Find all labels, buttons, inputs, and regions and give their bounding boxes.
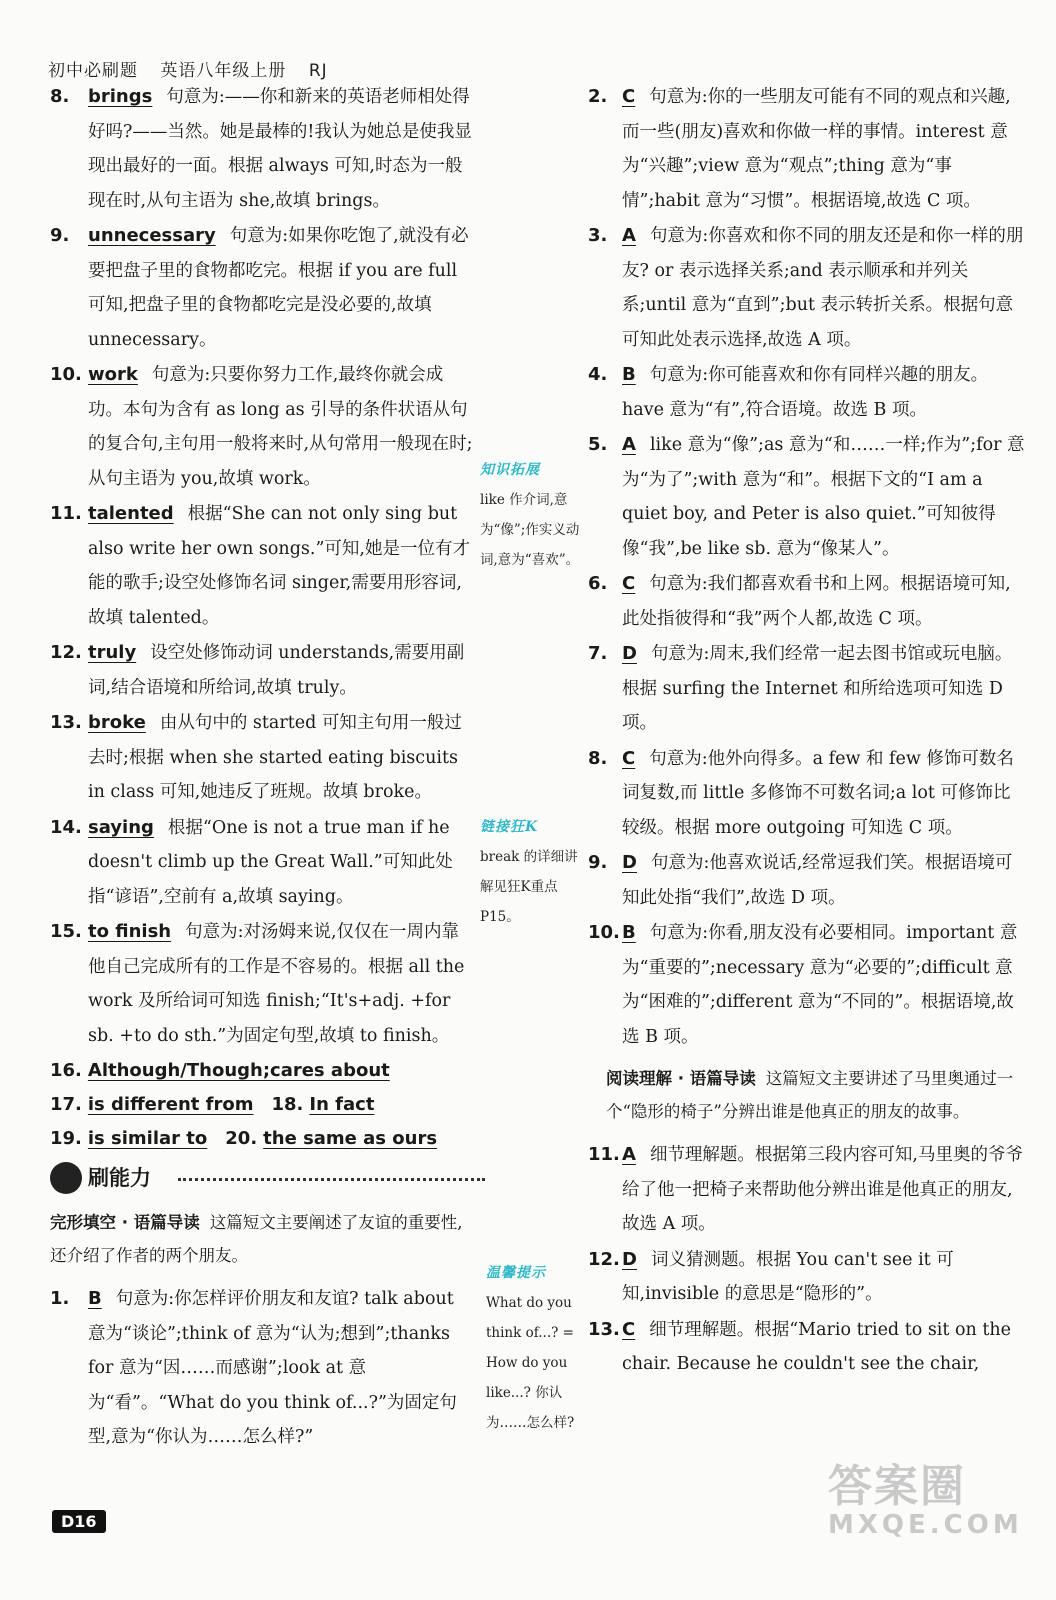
- cloze-guide-text: 这篇短文主要阐述了友谊的重要性,还介绍了作者的两个朋友。: [50, 1213, 463, 1265]
- item-explanation: 句意为:我们都喜欢看书和上网。根据语境可知,此处指彼得和“我”两个人都,故选 C 项。: [622, 574, 1011, 629]
- item-number: 11.: [50, 503, 82, 524]
- answer-item: [50, 915, 475, 1053]
- item-answer: C: [622, 573, 636, 594]
- watermark-line-1: 答案圈: [828, 1461, 966, 1512]
- answer-item: [588, 846, 1028, 915]
- item-number: 17.: [50, 1094, 82, 1115]
- item-explanation: 句意为:如果你吃饱了,就没有必要把盘子里的食物都吃完。根据 if you are full 可知,把盘子里的食物都吃完是没必要的,故填 unnecessary。: [88, 226, 469, 350]
- sidenote-text: like 作介词,意为“像”;作实义动词,意为“喜欢”。: [480, 492, 580, 568]
- item-explanation: 细节理解题。根据“Mario tried to sit on the chair. Because he couldn't see the chair,: [622, 1319, 1012, 1374]
- phrase-answer-row: [50, 1122, 475, 1156]
- item-explanation: 句意为:周末,我们经常一起去图书馆或玩电脑。根据 surfing the Internet 和所给选项可知选 D 项。: [622, 644, 1013, 733]
- item-number: 15.: [50, 921, 82, 942]
- reading-guide-text: 这篇短文主要讲述了马里奥通过一个“隐形的椅子”分辨出谁是他真正的朋友的故事。: [606, 1069, 1014, 1121]
- book-title: 初中必刷题: [48, 61, 138, 81]
- item-answer: C: [622, 747, 636, 769]
- item-explanation: 句意为:你看,朋友没有必要相同。important 意为“重要的”;necessary 意为“必要的”;difficult 意为“困难的”;different 意为“不同的”。根据语境,故选 B 项。: [622, 923, 1018, 1047]
- answer-item: [588, 742, 1028, 846]
- item-answer: to finish: [88, 921, 172, 942]
- item-answer: D: [622, 1248, 637, 1270]
- item-answer: D: [622, 643, 637, 664]
- item-explanation: 句意为:——你和新来的英语老师相处得好吗?——当然。她是最棒的!我认为她总是使我显现出最好的一面。根据 always 可知,时态为一般现在时,从句主语为 she,故填 brings。: [88, 87, 472, 211]
- answer-item: [50, 1282, 475, 1455]
- item-number: 19.: [50, 1128, 82, 1149]
- item-answer: saying: [88, 816, 154, 838]
- item-explanation: 句意为:他外向得多。a few 和 few 修饰可数名词复数,而 little 多修饰不可数名词;a lot 可修饰比较级。根据 more outgoing 可知选 C 项。: [622, 748, 1014, 838]
- section-title: 刷能力: [88, 1166, 151, 1190]
- item-explanation: 句意为:他喜欢说话,经常逗我们笑。根据语境可知此处指“我们”,故选 D 项。: [622, 853, 1013, 908]
- item-answer: broke: [88, 712, 146, 733]
- item-explanation: 句意为:你怎样评价朋友和友谊? talk about 意为“谈论”;think of 意为“认为;想到”;thanks for 意为“因……而感谢”;look at 意为“看”。“What do you think of...?”为固定句型,意为“你认为……怎么样?”: [88, 1289, 457, 1447]
- item-number: 18.: [271, 1094, 304, 1115]
- reading-guide-label: 阅读理解 · 语篇导读: [606, 1069, 756, 1088]
- item-explanation: 设空处修饰动词 understands,需要用副词,结合语境和所给词,故填 truly。: [88, 643, 465, 698]
- item-answer: talented: [88, 503, 174, 524]
- item-number: 12.: [588, 1248, 620, 1270]
- item-number: 10.: [50, 364, 82, 385]
- answer-item: [50, 497, 475, 635]
- item-number: 20.: [225, 1128, 258, 1149]
- item-answer: C: [622, 1318, 636, 1340]
- item-number: 10.: [588, 922, 620, 943]
- item-answer: brings: [88, 86, 153, 107]
- item-answer: C: [622, 86, 636, 107]
- item-number: 8.: [50, 86, 70, 107]
- item-number: 16.: [50, 1060, 82, 1081]
- item-explanation: 句意为:对汤姆来说,仅仅在一周内靠他自己完成所有的工作是不容易的。根据 all the work 及所给词可知选 finish;“It's+adj. +for sb. +to do sth.”为固定句型,故填 to finish。: [88, 922, 465, 1046]
- watermark-line-2: MXQE.COM: [828, 1510, 1023, 1540]
- answer-item: [588, 916, 1028, 1054]
- phrase-answer-row: [50, 1054, 475, 1088]
- item-answer: unnecessary: [88, 225, 216, 246]
- item-answer: the same as ours: [263, 1128, 438, 1149]
- item-number: 3.: [588, 225, 608, 246]
- answer-item: [588, 1313, 1028, 1382]
- edition-label: RJ: [308, 61, 328, 81]
- item-number: 11.: [588, 1144, 620, 1165]
- phrase-answer-row: [50, 1088, 475, 1122]
- answer-item: [588, 1138, 1028, 1242]
- item-explanation: 句意为:只要你努力工作,最终你就会成功。本句为含有 as long as 引导的条件状语从句的复合句,主句用一般将来时,从句常用一般现在时;从句主语为 you,故填 work。: [88, 365, 473, 489]
- answer-item: [50, 811, 475, 915]
- item-number: 5.: [588, 434, 608, 455]
- item-number: 9.: [588, 852, 608, 873]
- right-column: [588, 80, 1028, 1383]
- item-number: 4.: [588, 364, 608, 385]
- page-number: D16: [52, 1510, 106, 1533]
- item-answer: D: [622, 852, 637, 873]
- answer-item: [588, 637, 1028, 741]
- item-explanation: 根据“She can not only sing but also write her own songs.”可知,她是一位有才能的歌手;设空处修饰名词 singer,需要用形容词,故填 talented。: [88, 504, 470, 628]
- item-number: 7.: [588, 643, 608, 664]
- answer-item: [588, 428, 1028, 566]
- item-explanation: 句意为:你可能喜欢和你有同样兴趣的朋友。have 意为“有”,符合语境。故选 B 项。: [622, 365, 989, 420]
- sidenote-title: 链接狂K: [480, 819, 539, 835]
- item-number: 8.: [588, 747, 608, 769]
- item-answer: B: [622, 364, 636, 385]
- section-badge-icon: [50, 1162, 82, 1194]
- section-heading: [50, 1160, 475, 1200]
- item-number: 2.: [588, 86, 608, 107]
- item-number: 14.: [50, 816, 82, 838]
- answer-item: [50, 706, 475, 810]
- answer-item: [50, 358, 475, 496]
- item-answer: In fact: [309, 1094, 375, 1115]
- item-answer: Although/Though;cares about: [87, 1060, 390, 1081]
- item-explanation: 句意为:你喜欢和你不同的朋友还是和你一样的朋友? or 表示选择关系;and 表示顺承和并列关系;until 意为“直到”;but 表示转折关系。根据句意可知此处表示选择,故选 A 项。: [622, 226, 1024, 350]
- reading-guide: [606, 1062, 1028, 1128]
- item-number: 12.: [50, 642, 82, 663]
- left-column: [50, 80, 475, 1456]
- item-explanation: 根据“One is not a true man if he doesn't climb up the Great Wall.”可知此处指“谚语”,空前有 a,故填 saying。: [88, 817, 453, 907]
- item-number: 6.: [588, 573, 608, 594]
- item-answer: B: [622, 922, 636, 943]
- item-explanation: like 意为“像”;as 意为“和……一样;作为”;for 意为“为了”;with 意为“和”。根据下文的“I am a quiet boy, and Peter is also quiet.”可知彼得像“我”,be like sb. 意为“像某人”。: [622, 435, 1025, 559]
- item-number: 13.: [588, 1318, 620, 1340]
- answer-item: [50, 636, 475, 705]
- answer-item: [588, 1243, 1028, 1312]
- item-answer: A: [622, 1144, 636, 1165]
- item-answer: truly: [88, 642, 137, 663]
- sidenote-text: break 的详细讲解见狂K重点P15。: [480, 849, 578, 925]
- cloze-guide: [50, 1206, 475, 1272]
- item-explanation: 词义猜测题。根据 You can't see it 可知,invisible 的意思是“隐形的”。: [622, 1249, 954, 1304]
- item-number: 13.: [50, 712, 82, 733]
- item-explanation: 细节理解题。根据第三段内容可知,马里奥的爷爷给了他一把椅子来帮助他分辨出谁是他真正的朋友,故选 A 项。: [622, 1145, 1023, 1234]
- item-answer: A: [622, 434, 636, 455]
- sidenote-title: 温馨提示: [486, 1265, 546, 1281]
- subject-title: 英语八年级上册: [160, 61, 287, 81]
- sidenote-tip: [486, 1258, 590, 1438]
- answer-item: [50, 80, 475, 218]
- item-answer: B: [88, 1288, 102, 1309]
- item-answer: A: [622, 225, 636, 246]
- item-number: 1.: [50, 1288, 70, 1309]
- cloze-guide-label: 完形填空 · 语篇导读: [50, 1213, 200, 1232]
- item-answer: is similar to: [87, 1128, 208, 1149]
- sidenote-title: 知识拓展: [480, 462, 540, 478]
- sidenote-link: [480, 812, 582, 932]
- answer-item: [588, 219, 1028, 357]
- sidenote-text: What do you think of...? = How do you like...? 你认为……怎么样?: [486, 1295, 575, 1431]
- watermark-logo: [828, 1450, 1023, 1540]
- answer-item: [588, 358, 1028, 427]
- answer-item: [588, 80, 1028, 218]
- item-explanation: 句意为:你的一些朋友可能有不同的观点和兴趣,而一些(朋友)喜欢和你做一样的事情。interest 意为“兴趣”;view 意为“观点”;thing 意为“事情”;habit 意为“习惯”。根据语境,故选 C 项。: [622, 87, 1011, 211]
- item-answer: is different from: [87, 1094, 254, 1115]
- running-header: [48, 56, 344, 81]
- answer-item: [588, 567, 1028, 636]
- item-number: 9.: [50, 225, 70, 246]
- item-answer: work: [88, 364, 138, 385]
- item-explanation: 由从句中的 started 可知主句用一般过去时;根据 when she started eating biscuits in class 可知,她违反了班规。故填 broke。: [88, 713, 462, 802]
- answer-item: [50, 219, 475, 357]
- sidenote-knowledge: [480, 455, 582, 575]
- section-divider: [178, 1178, 485, 1181]
